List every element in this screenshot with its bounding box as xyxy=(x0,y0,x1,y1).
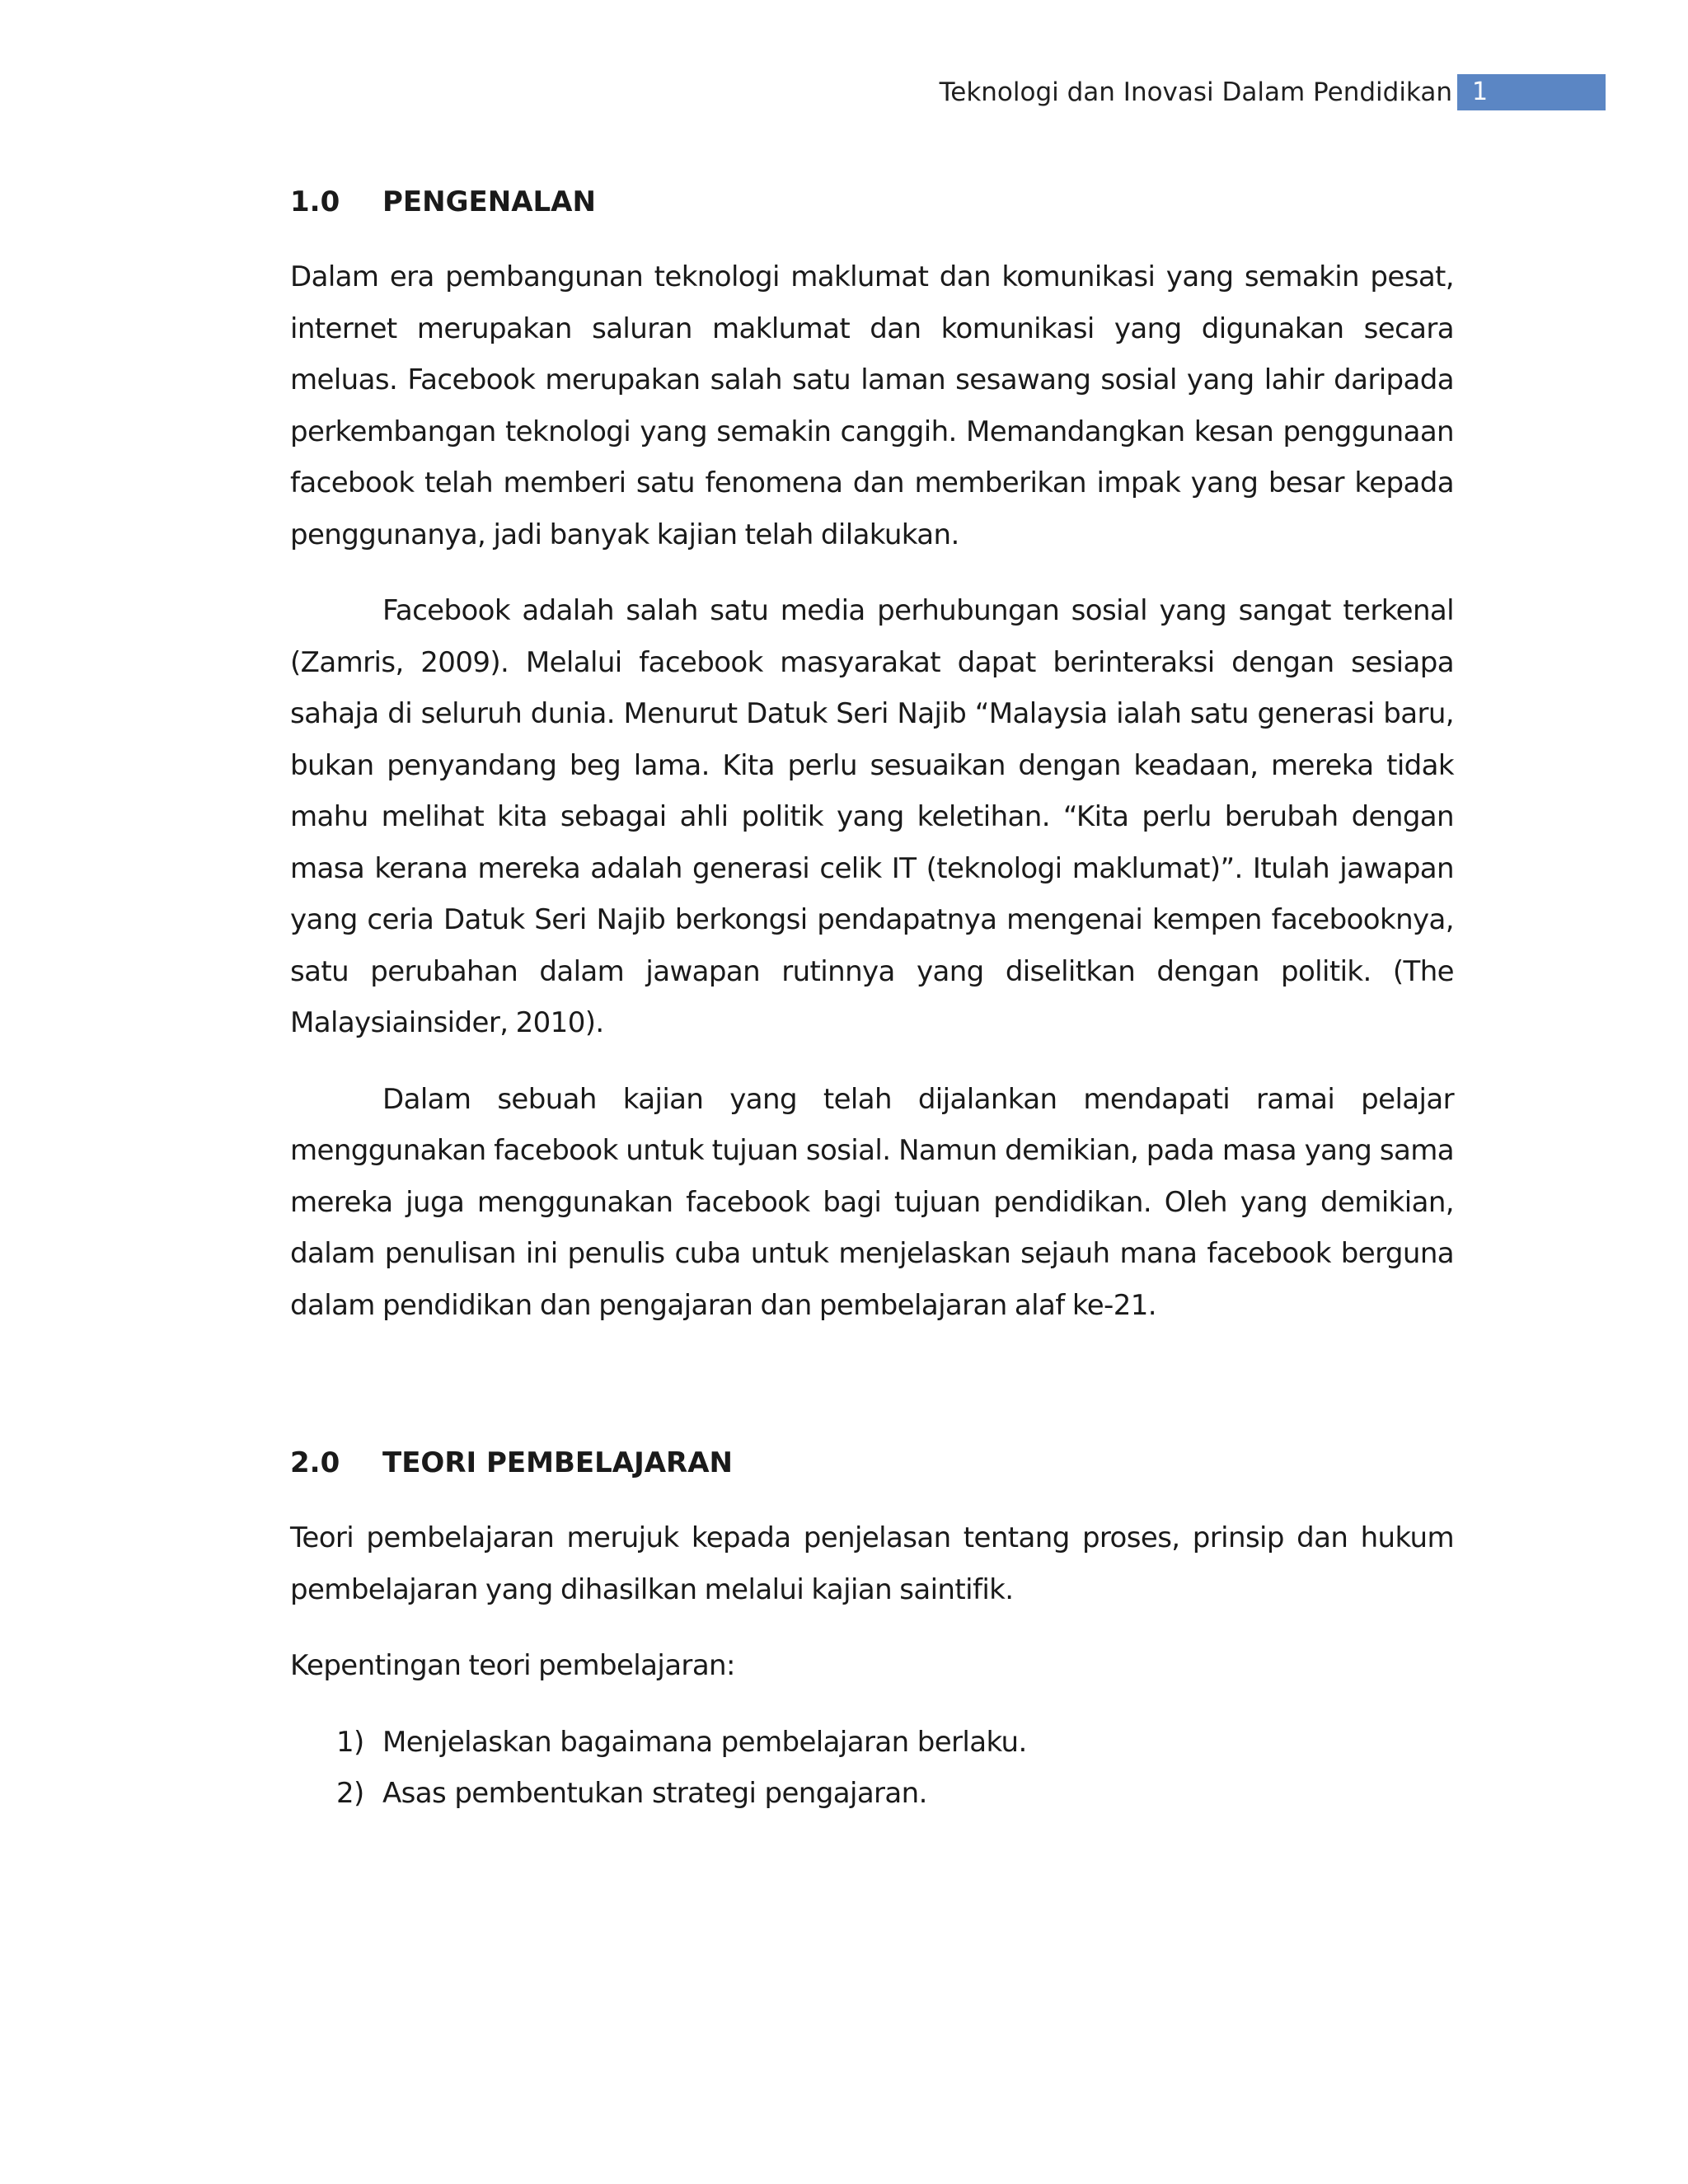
document-body xyxy=(290,177,1454,1820)
list-marker: 1) xyxy=(336,1725,364,1759)
list-item xyxy=(290,1768,1454,1820)
paragraph: Teori pembelajaran merujuk kepada penjelasan tentang proses, prinsip dan hukum pembelajaran yang dihasilkan melalui kajian saintifik. xyxy=(290,1521,1454,1606)
section-heading-pengenalan xyxy=(290,177,1454,227)
list-item-text: Asas pembentukan strategi pengajaran. xyxy=(382,1777,927,1810)
header-title: Teknologi dan Inovasi Dalam Pendidikan xyxy=(939,77,1452,107)
numbered-list xyxy=(290,1717,1454,1820)
page-number-box xyxy=(1457,74,1606,110)
paragraph: Dalam era pembangunan teknologi maklumat dan komunikasi yang semakin pesat, internet merupakan saluran maklumat dan komunikasi yang digunakan secara meluas. Facebook merupakan salah satu laman sesawang sosial yang lahir daripada perkembangan teknologi yang semakin canggih. Memandangkan kesan penggunaan facebook telah memberi satu fenomena dan memberikan impak yang besar kepada penggunanya, jadi banyak kajian telah dilakukan. xyxy=(290,260,1454,551)
section-number: 2.0 xyxy=(290,1446,340,1479)
list-item-text: Menjelaskan bagaimana pembelajaran berlaku. xyxy=(382,1725,1027,1759)
paragraph: Dalam sebuah kajian yang telah dijalankan mendapati ramai pelajar menggunakan facebook untuk tujuan sosial. Namun demikian, pada masa yang sama mereka juga menggunakan facebook bagi tujuan pendidikan. Oleh yang demikian, dalam penulisan ini penulis cuba untuk menjelaskan sejauh mana facebook berguna dalam pendidikan dan pengajaran dan pembelajaran alaf ke-21. xyxy=(290,1082,1454,1322)
running-header xyxy=(0,74,1688,110)
section-number: 1.0 xyxy=(290,185,340,218)
page-number: 1 xyxy=(1472,77,1489,106)
list-marker: 2) xyxy=(336,1777,364,1810)
section-title: TEORI PEMBELAJARAN xyxy=(382,1446,733,1479)
paragraph: Facebook adalah salah satu media perhubungan sosial yang sangat terkenal (Zamris, 2009). Melalui facebook masyarakat dapat berinteraksi dengan sesiapa sahaja di seluruh dunia. Menurut Datuk Seri Najib “Malaysia ialah satu generasi baru, bukan penyandang beg lama. Kita perlu sesuaikan dengan keadaan, mereka tidak mahu melihat kita sebagai ahli politik yang keletihan. “Kita perlu berubah dengan masa kerana mereka adalah generasi celik IT (teknologi maklumat)”. Itulah jawapan yang ceria Datuk Seri Najib berkongsi pendapatnya mengenai kempen facebooknya, satu perubahan dalam jawapan rutinnya yang diselitkan dengan politik. (The Malaysiainsider, 2010). xyxy=(290,594,1454,1039)
paragraph: Kepentingan teori pembelajaran: xyxy=(290,1649,735,1682)
section-title: PENGENALAN xyxy=(382,185,596,218)
list-item xyxy=(290,1717,1454,1769)
section-heading-teori-pembelajaran xyxy=(290,1438,1454,1488)
